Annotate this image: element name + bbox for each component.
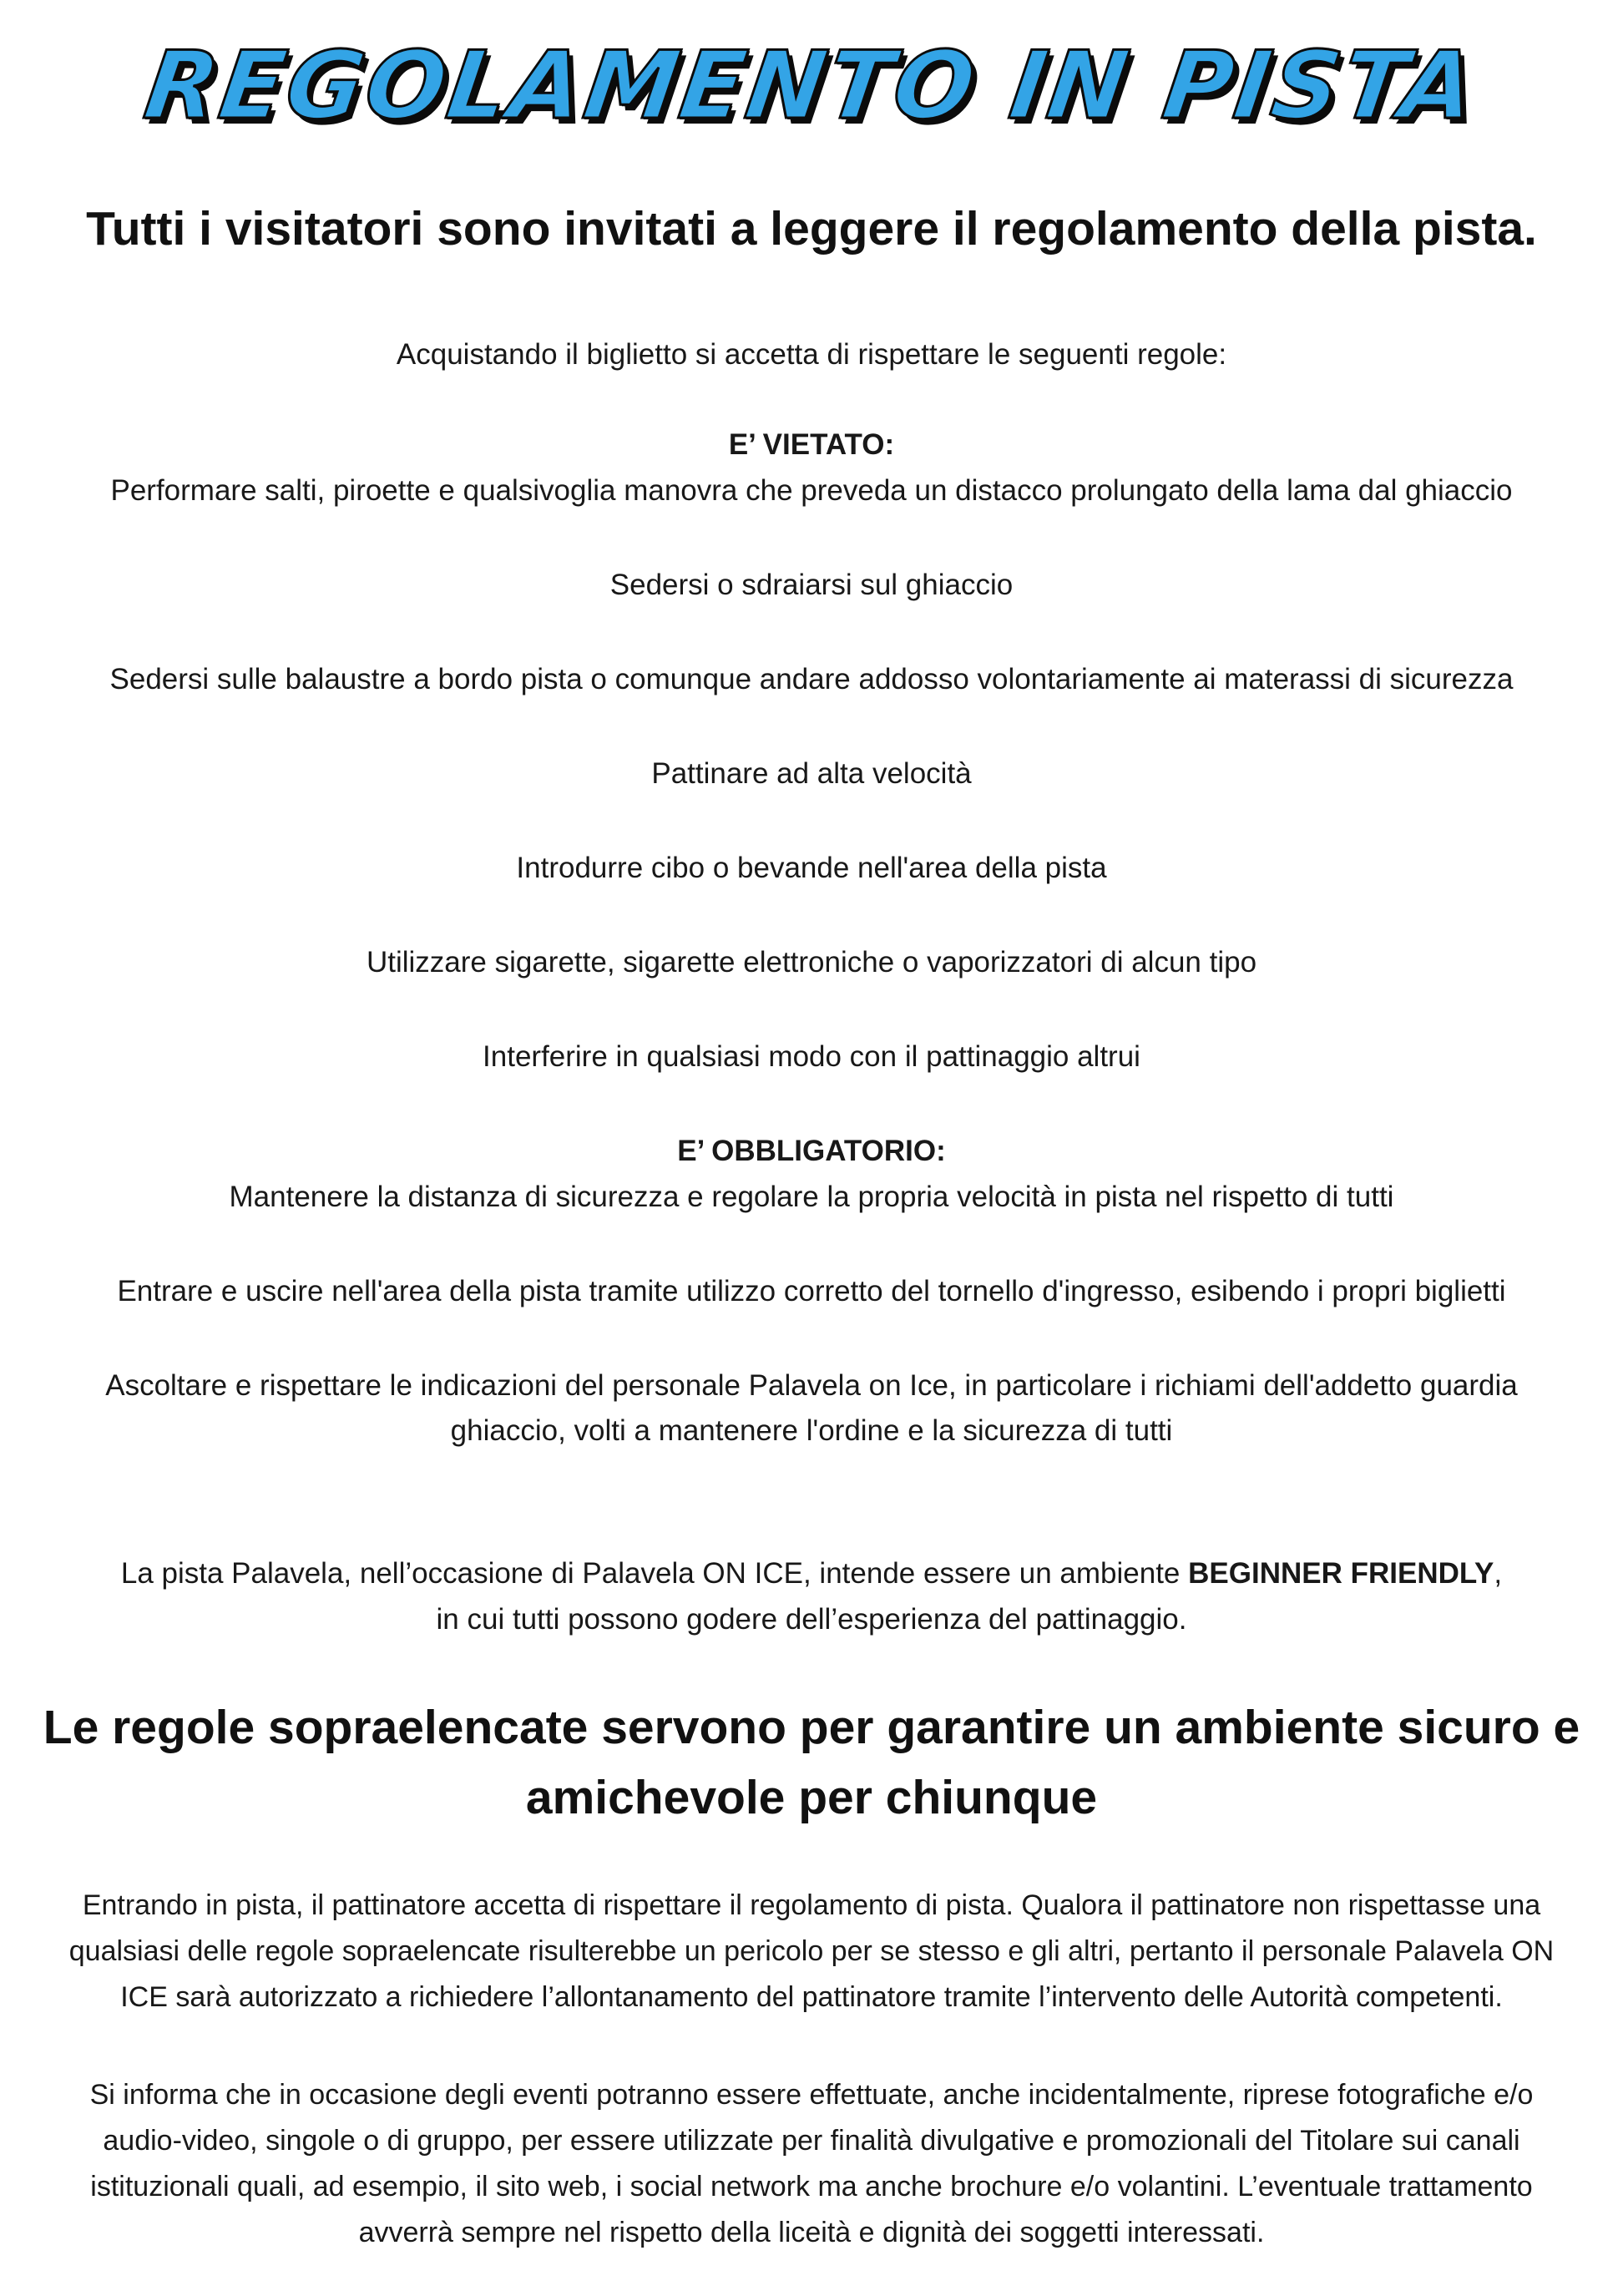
- responsibility-text: qualsiasi delle regole sopraelencate risulterebbe un pericolo per se stesso e gli altri, pertanto il personale Palavela ON: [68, 1935, 1555, 1967]
- mandatory-item: Entrare e uscire nell'area della pista tramite utilizzo corretto del tornello d'ingresso, esibendo i propri biglietti: [117, 1275, 1506, 1307]
- beginner-friendly-text: La pista Palavela, nell’occasione di Palavela ON ICE, intende essere un ambiente: [120, 1557, 1189, 1590]
- beginner-friendly-punct: ,: [1494, 1557, 1503, 1590]
- statement-heading-line2: amichevole per chiunque: [525, 1771, 1098, 1824]
- responsibility-text: ICE sarà autorizzato a richiedere l’allontanamento del pattinatore tramite l’intervento delle Autorità competenti.: [120, 1981, 1503, 2013]
- page-title: REGOLAMENTO IN PISTA: [139, 32, 1484, 140]
- forbidden-item: Utilizzare sigarette, sigarette elettroniche o vaporizzatori di alcun tipo: [366, 946, 1257, 979]
- beginner-friendly-line2: in cui tutti possono godere dell’esperienza del pattinaggio.: [436, 1603, 1187, 1636]
- mandatory-item: Ascoltare e rispettare le indicazioni del personale Palavela on Ice, in particolare i richiami dell'addetto guardia: [105, 1369, 1518, 1402]
- privacy-text: audio-video, singole o di gruppo, per essere utilizzate per finalità divulgative e promozionali del Titolare sui canali: [103, 2125, 1520, 2157]
- beginner-friendly-line: [33, 1550, 1590, 1596]
- forbidden-item: Introdurre cibo o bevande nell'area della pista: [516, 852, 1107, 884]
- page-title-banner: [0, 23, 1623, 149]
- forbidden-item: Interferire in qualsiasi modo con il pattinaggio altrui: [483, 1040, 1140, 1073]
- forbidden-heading: E’ VIETATO:: [728, 428, 895, 461]
- forbidden-item: Performare salti, piroette e qualsivoglia manovra che preveda un distacco prolungato della lama dal ghiaccio: [110, 474, 1513, 507]
- privacy-text: Si informa che in occasione degli eventi potranno essere effettuate, anche incidentalmente, riprese fotografiche e/o: [89, 2079, 1534, 2111]
- mandatory-item: ghiaccio, volti a mantenere l'ordine e la sicurezza di tutti: [450, 1414, 1173, 1447]
- statement-heading: Le regole sopraelencate servono per garantire un ambiente sicuro e: [43, 1701, 1580, 1754]
- page-subtitle: Tutti i visitatori sono invitati a leggere il regolamento della pista.: [86, 202, 1537, 255]
- forbidden-item: Sedersi sulle balaustre a bordo pista o comunque andare addosso volontariamente ai materassi di sicurezza: [109, 663, 1514, 695]
- privacy-text: avverrà sempre nel rispetto della liceità e dignità dei soggetti interessati.: [358, 2217, 1265, 2248]
- intro-text: Acquistando il biglietto si accetta di rispettare le seguenti regole:: [396, 338, 1227, 371]
- mandatory-heading: E’ OBBLIGATORIO:: [677, 1135, 946, 1167]
- responsibility-text: Entrando in pista, il pattinatore accetta di rispettare il regolamento di pista. Qualora il pattinatore non rispettasse una: [82, 1889, 1541, 1921]
- mandatory-item: Mantenere la distanza di sicurezza e regolare la propria velocità in pista nel rispetto di tutti: [229, 1181, 1394, 1213]
- beginner-friendly-emphasis: BEGINNER FRIENDLY: [1188, 1557, 1494, 1590]
- forbidden-item: Sedersi o sdraiarsi sul ghiaccio: [609, 569, 1014, 601]
- privacy-text: istituzionali quali, ad esempio, il sito web, i social network ma anche brochure e/o volantini. L’eventuale trattamento: [90, 2171, 1533, 2202]
- forbidden-item: Pattinare ad alta velocità: [651, 757, 972, 790]
